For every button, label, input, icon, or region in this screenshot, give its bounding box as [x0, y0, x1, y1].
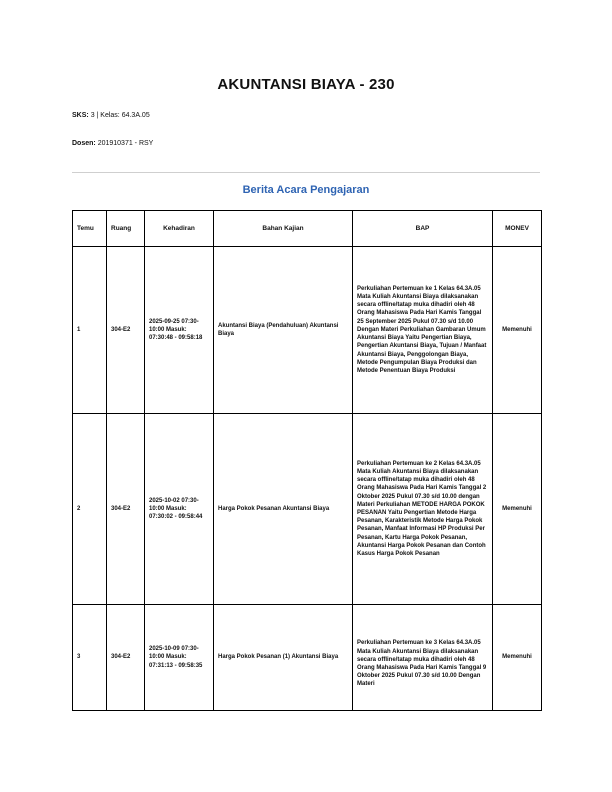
header-monev: MONEV: [493, 211, 542, 247]
cell-monev: Memenuhi: [493, 605, 542, 711]
cell-kehadiran: 2025-10-02 07:30-10:00 Masuk: 07:30:02 - 09:58:44: [145, 414, 214, 605]
cell-kehadiran: 2025-10-09 07:30-10:00 Masuk: 07:31:13 - 09:58:35: [145, 605, 214, 711]
course-lecturer: [72, 140, 153, 147]
dosen-label: Dosen:: [72, 140, 96, 147]
bap-table: [72, 210, 542, 711]
cell-temu: 3: [73, 605, 107, 711]
header-bap: BAP: [353, 211, 493, 247]
table-header-row: [73, 211, 542, 247]
sks-label: SKS:: [72, 112, 89, 119]
section-title: Berita Acara Pengajaran: [242, 184, 370, 196]
cell-bahan-kajian: Akuntansi Biaya (Pendahuluan) Akuntansi Biaya: [214, 247, 353, 414]
cell-bahan-kajian: Harga Pokok Pesanan (1) Akuntansi Biaya: [214, 605, 353, 711]
cell-ruang: 304-E2: [107, 414, 145, 605]
dosen-value: 201910371 - RSY: [97, 140, 154, 147]
course-title: AKUNTANSI BIAYA - 230: [217, 76, 395, 93]
header-bahan-kajian: Bahan Kajian: [214, 211, 353, 247]
divider: [72, 172, 540, 173]
cell-bap: Perkuliahan Pertemuan ke 1 Kelas 64.3A.05 Mata Kuliah Akuntansi Biaya dilaksanakan secara offline/tatap muka dihadiri oleh 48 Orang Mahasiswa Pada Hari Kamis Tanggal 25 September 2025 Pukul 07.30 s/d 10.00 Dengan Materi Perkuliahan Gambaran Umum Akuntansi Biaya Yaitu Pengertian Biaya, Pengertian Akuntansi Biaya, Tujuan / Manfaat Akuntansi Biaya, Penggolongan Biaya, Metode Pengumpulan Biaya Produksi dan Metode Penentuan Biaya Produksi: [353, 247, 493, 414]
cell-bap: Perkuliahan Pertemuan ke 2 Kelas 64.3A.05 Mata Kuliah Akuntansi Biaya dilaksanakan secara offline/tatap muka dihadiri oleh 48 Orang Mahasiswa Pada Hari Kamis Tanggal 2 Oktober 2025 Pukul 07.30 s/d 10.00 dengan Materi Perkuliahan METODE HARGA POKOK PESANAN Yaitu Pengertian Metode Harga Pesanan, Karakteristik Metode Harga Pokok Pesanan, Manfaat Informasi HP Produksi Per Pesanan, Kartu Harga Pokok Pesanan, Akuntansi Harga Pokok Pesanan dan Contoh Kasus Harga Pokok Pesanan: [353, 414, 493, 605]
cell-temu: 1: [73, 247, 107, 414]
sks-value: 3 | Kelas: 64.3A.05: [90, 112, 150, 119]
cell-temu: 2: [73, 414, 107, 605]
table-row: [73, 414, 542, 605]
cell-bap: Perkuliahan Pertemuan ke 3 Kelas 64.3A.05 Mata Kuliah Akuntansi Biaya dilaksanakan secara offline/tatap muka dihadiri oleh 48 Orang Mahasiswa Pada Hari Kamis Tanggal 9 Oktober 2025 Pukul 07.30 s/d 10.00 Dengan Materi: [353, 605, 493, 711]
cell-ruang: 304-E2: [107, 247, 145, 414]
table-row: [73, 247, 542, 414]
course-sks: [72, 112, 150, 119]
table-row: [73, 605, 542, 711]
header-kehadiran: Kehadiran: [145, 211, 214, 247]
header-ruang: Ruang: [107, 211, 145, 247]
cell-bahan-kajian: Harga Pokok Pesanan Akuntansi Biaya: [214, 414, 353, 605]
cell-ruang: 304-E2: [107, 605, 145, 711]
cell-monev: Memenuhi: [493, 247, 542, 414]
cell-monev: Memenuhi: [493, 414, 542, 605]
header-temu: Temu: [73, 211, 107, 247]
cell-kehadiran: 2025-09-25 07:30-10:00 Masuk: 07:30:48 - 09:58:18: [145, 247, 214, 414]
